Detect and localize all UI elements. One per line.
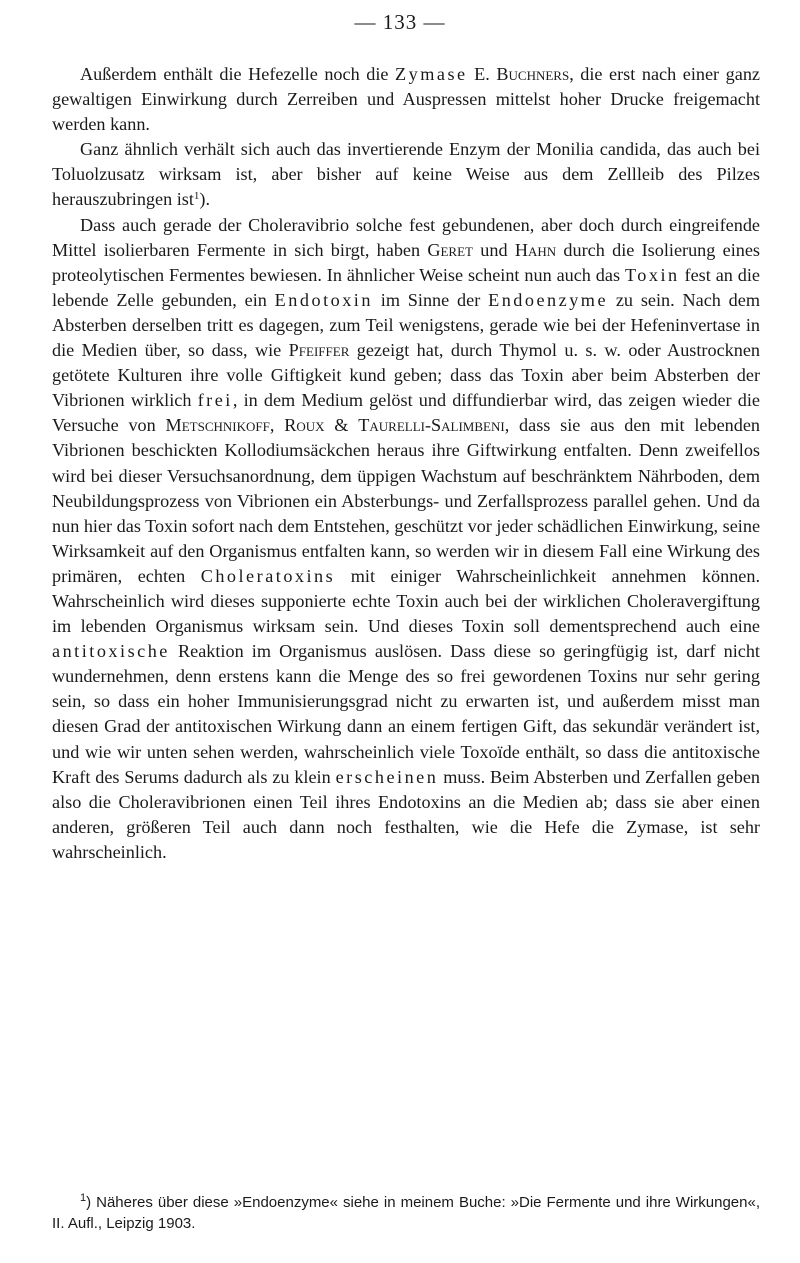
spaced-emphasis-text: erscheinen — [335, 766, 439, 787]
author-name: Metschnikoff — [165, 415, 270, 436]
text-run: durch die Isolierung eines proteolytischen Fermentes bewiesen. In ähnlicher Weise scheint nun auch das — [52, 239, 761, 285]
text-run: zu sein. Nach dem Absterben derselben tritt es dagegen, zum Teil wenigstens, gerade wie bei der Hefeninvertase in die Medien über, so dass, wie — [52, 289, 760, 361]
text-run: Dass auch gerade der Choleravibrio solche fest gebundenen, aber doch durch eingreifende Mittel isolierbaren Fermente in sich birgt, haben — [52, 214, 760, 260]
author-name: Buchners — [496, 64, 570, 84]
paragraph — [52, 62, 760, 137]
text-run: , — [269, 415, 285, 436]
text-run: , dass sie aus den mit lebenden Vibrionen beschickten Kollodiumsäckchen heraus ihre Giftwirkung entfalten. Denn zweifellos wird bei dieser Versuchsanordnung, dem üppigen Wachstum auf beschränktem Nährboden, dem Neubildungsprozess von Vibrionen ein Absterbungs- und Zerfallsprozess parallel gehen. Und da nun hier das Toxin sofort nach dem Entstehen, geschützt vor jeder schädlichen Einwirkung, seine Wirksamkeit auf den Organismus entfalten kann, so werden wir in diesem Fall eine Wirkung des primären, echten — [52, 415, 761, 586]
spaced-emphasis-text: frei — [197, 390, 233, 411]
text-run: im Sinne der — [372, 289, 489, 310]
spaced-emphasis-text: Choleratoxins — [200, 565, 336, 586]
author-name: Roux — [284, 415, 325, 436]
spaced-emphasis-text: Zymase — [395, 64, 468, 84]
author-name: Geret — [427, 239, 473, 260]
paragraph — [52, 137, 760, 212]
body-text — [52, 62, 760, 865]
text-run: Außerdem enthält die Hefezelle noch die — [80, 64, 396, 84]
text-run: , in dem Medium gelöst und diffundierbar wird, das zeigen wieder die Versuche von — [52, 390, 760, 436]
text-run: & — [324, 415, 359, 436]
text-run: Reaktion im Organismus auslösen. Dass diese so geringfügig ist, darf nicht wundernehmen, denn erstens kann die Menge des so frei gewordenen Toxins nur sehr gering sein, so dass ein hoher Immunisierungsgrad nicht zu erwarten ist, und außerdem misst man diesen Grad der antitoxischen Wirkung dann an einem fertigen Gift, das sekundär verändert ist, und wie wir unten sehen werden, wahrscheinlich viele Toxoïde enthält, so dass die antitoxische Kraft des Serums dadurch als zu klein — [52, 641, 760, 787]
spaced-emphasis-text: antitoxische — [52, 641, 170, 662]
spaced-emphasis-text: Toxin — [624, 264, 680, 285]
text-run: E. — [467, 64, 497, 84]
text-run: ). — [199, 189, 211, 210]
author-name: Taurelli-Salimbeni — [358, 415, 505, 436]
paragraph — [52, 213, 760, 865]
spaced-emphasis-text: Endotoxin — [274, 289, 373, 310]
text-run: Ganz ähnlich verhält sich auch das invertierende Enzym der Monilia candida, das auch bei Toluolzusatz wirksam ist, aber bisher auf keine Weise aus dem Zellleib des Pilzes herauszubringen ist — [52, 139, 760, 210]
text-run: gezeigt hat, durch Thymol u. s. w. oder Austrocknen getötete Kulturen ihre volle Giftigkeit kund geben; dass das Toxin aber beim Absterben der Vibrionen wirklich — [52, 340, 760, 411]
footnote-reference: 1 — [193, 190, 200, 203]
footnote-marker: 1 — [80, 1192, 87, 1204]
author-name: Pfeiffer — [288, 340, 350, 361]
text-run: , die erst nach einer ganz gewaltigen Einwirkung durch Zerreiben und Auspressen mittelst hoher Drucke freigemacht werden kann. — [52, 64, 760, 135]
text-run: muss. Beim Absterben und Zerfallen geben also die Choleravibrionen einen Teil ihres Endotoxins an die Medien ab; dass sie aber einen anderen, größeren Teil auch dann noch festhalten, wie die Hefe die Zymase, ist sehr wahrscheinlich. — [52, 766, 760, 862]
text-run: mit einiger Wahrscheinlichkeit annehmen können. Wahrscheinlich wird dieses supponierte echte Toxin auch bei der wirklichen Choleravergiftung im lebenden Organismus wirksam sein. Und dieses Toxin soll dementsprechend auch eine — [52, 565, 760, 637]
footnote — [52, 1192, 760, 1234]
author-name: Hahn — [514, 239, 557, 260]
text-run: fest an die lebende Zelle gebunden, ein — [52, 264, 760, 310]
spaced-emphasis-text: Endoenzyme — [488, 289, 609, 310]
text-run: und — [473, 239, 515, 260]
footnote-text: ) Näheres über diese »Endoenzyme« siehe in meinem Buche: »Die Fermente und ihre Wirkungen«, II. Aufl., Leipzig 1903. — [52, 1194, 760, 1232]
page-number: — 133 — — [354, 10, 446, 34]
